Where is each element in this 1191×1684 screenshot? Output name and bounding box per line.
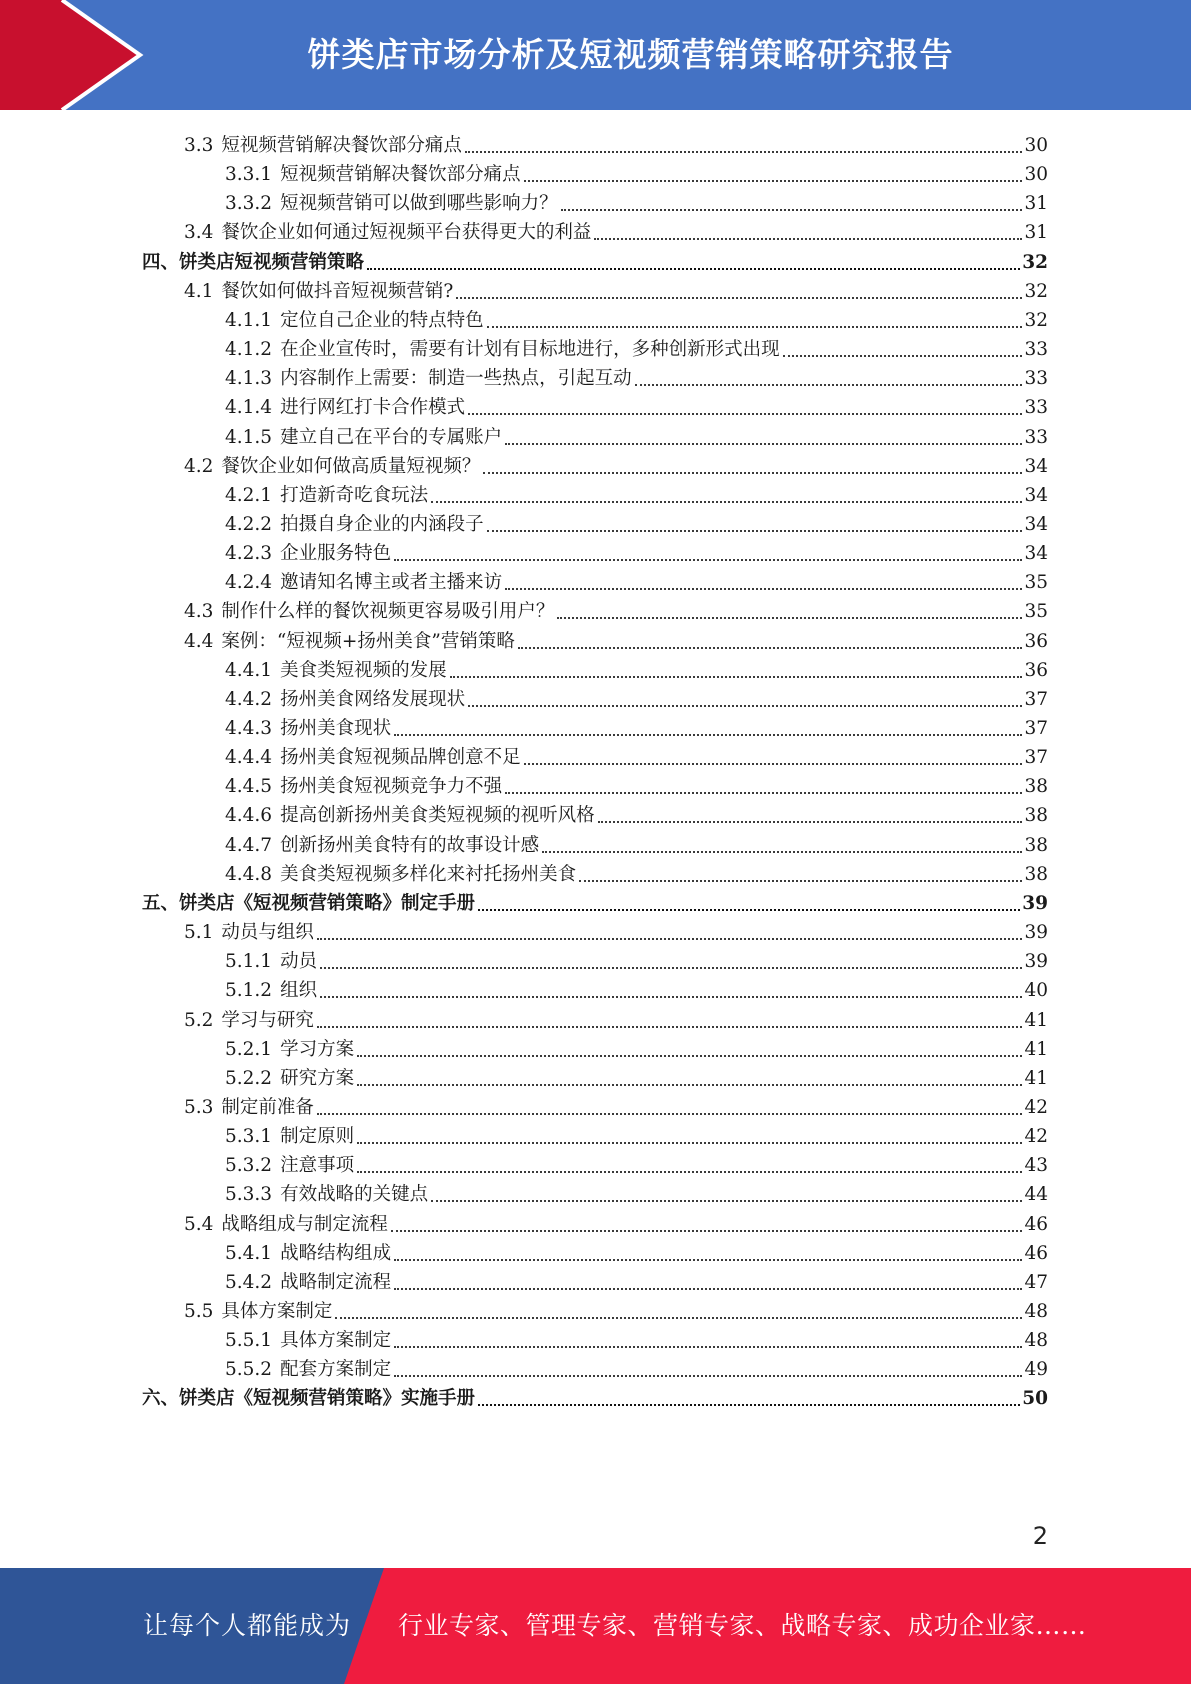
- toc-entry-text: 战略结构组成: [280, 1242, 392, 1264]
- toc-entry[interactable]: [184, 624, 1048, 654]
- toc-entry-text: 五、饼类店《短视频营销策略》制定手册: [142, 892, 476, 914]
- toc-entry-number: 3.3: [184, 135, 214, 156]
- toc-entry[interactable]: [184, 1294, 1048, 1324]
- toc-entry-number: 4.2.4: [225, 572, 273, 594]
- toc-entry-number: 5.1.1: [225, 951, 273, 973]
- toc-entry-page: 32: [1024, 280, 1048, 302]
- toc-entry-number: 4.1.1: [225, 309, 273, 331]
- toc-entry-page: 50: [1022, 1388, 1048, 1410]
- toc-dot-leader: [561, 209, 1023, 211]
- toc-entry[interactable]: [142, 245, 1048, 275]
- toc-entry-text: 配套方案制定: [280, 1359, 392, 1381]
- toc-entry-page: 41: [1024, 1009, 1048, 1031]
- report-title: 饼类店市场分析及短视频营销策略研究报告: [307, 35, 954, 74]
- toc-dot-leader: [468, 413, 1022, 415]
- toc-entry-page: 39: [1022, 892, 1048, 914]
- toc-entry-number: 5.2.2: [225, 1067, 273, 1089]
- toc-entry-page: 33: [1024, 368, 1048, 390]
- toc-entry-number: 4.4.1: [225, 659, 273, 681]
- toc-entry-label: [184, 221, 591, 245]
- toc-entry-page: 38: [1024, 805, 1048, 827]
- toc-entry-text: 动员: [280, 951, 318, 973]
- toc-dot-leader: [487, 530, 1023, 532]
- toc-entry-text: 餐饮企业如何做高质量短视频？: [221, 455, 481, 477]
- toc-entry[interactable]: [184, 449, 1048, 479]
- toc-entry-text: 扬州美食短视频竞争力不强: [280, 776, 503, 798]
- toc-entry-number: 5.1.2: [225, 980, 273, 1002]
- toc-entry-number: 4.1.3: [225, 368, 273, 390]
- toc-entry-label: [225, 1067, 354, 1091]
- toc-entry-text: 具体方案制定: [221, 1301, 333, 1322]
- toc-entry-text: 案例：“短视频+扬州美食”营销策略: [221, 630, 515, 652]
- toc-entry-page: 34: [1024, 484, 1048, 506]
- toc-entry-label: [184, 600, 554, 624]
- toc-entry-label: [225, 1183, 428, 1207]
- toc-entry-text: 战略制定流程: [280, 1271, 392, 1293]
- toc-entry-number: 5.3.3: [225, 1184, 273, 1206]
- toc-dot-leader: [518, 647, 1023, 649]
- toc-entry[interactable]: [225, 682, 1048, 712]
- toc-entry-label: [225, 1329, 391, 1353]
- toc-dot-leader: [320, 996, 1022, 998]
- toc-dot-leader: [450, 676, 1023, 678]
- toc-entry[interactable]: [225, 1265, 1048, 1295]
- toc-entry-number: 5.4: [184, 1213, 214, 1235]
- toc-entry[interactable]: [225, 157, 1048, 187]
- toc-entry-label: [142, 251, 364, 275]
- toc-dot-leader: [594, 238, 1022, 240]
- toc-dot-leader: [431, 1200, 1022, 1202]
- toc-dot-leader: [367, 268, 1020, 270]
- toc-dot-leader: [505, 588, 1022, 590]
- toc-entry-text: 短视频营销解决餐饮部分痛点: [221, 135, 462, 156]
- toc-dot-leader: [557, 617, 1022, 619]
- toc-dot-leader: [357, 1084, 1022, 1086]
- toc-entry-number: 5.3.2: [225, 1155, 273, 1177]
- toc-entry-text: 制作什么样的餐饮视频更容易吸引用户？: [221, 601, 555, 623]
- toc-entry-page: 30: [1024, 164, 1048, 186]
- toc-dot-leader: [317, 1026, 1023, 1028]
- toc-entry-label: [184, 455, 480, 479]
- toc-entry-text: 企业服务特色: [280, 543, 392, 565]
- toc-dot-leader: [524, 763, 1023, 765]
- toc-entry-label: [225, 717, 391, 741]
- toc-entry-page: 36: [1024, 659, 1048, 681]
- toc-entry-page: 33: [1024, 426, 1048, 448]
- toc-dot-leader: [394, 1288, 1022, 1290]
- toc-dot-leader: [394, 559, 1022, 561]
- toc-entry-page: 34: [1024, 513, 1048, 535]
- toc-entry-number: 4.4.2: [225, 688, 273, 710]
- toc-entry-page: 35: [1024, 601, 1048, 623]
- toc-dot-leader: [317, 938, 1023, 940]
- toc-entry-text: 注意事项: [280, 1155, 355, 1177]
- toc-entry-number: 4.3: [184, 601, 214, 623]
- toc-entry-text: 在企业宣传时，需要有计划有目标地进行，多种创新形式出现: [280, 339, 780, 361]
- toc-dot-leader: [478, 909, 1020, 911]
- toc-entry-number: 3.4: [184, 222, 214, 244]
- toc-entry-number: 3.3.2: [225, 193, 273, 215]
- toc-entry-text: 四、饼类店短视频营销策略: [142, 251, 365, 273]
- toc-entry-page: 42: [1024, 1096, 1048, 1118]
- toc-entry-label: [184, 1096, 314, 1120]
- toc-entry-page: 38: [1024, 834, 1048, 856]
- toc-entry-text: 有效战略的关键点: [280, 1184, 429, 1206]
- toc-dot-leader: [357, 1055, 1022, 1057]
- toc-entry-page: 39: [1024, 951, 1048, 973]
- toc-entry-page: 33: [1024, 339, 1048, 361]
- toc-entry-label: [225, 804, 595, 828]
- toc-dot-leader: [391, 1230, 1023, 1232]
- toc-entry[interactable]: [225, 332, 1048, 362]
- toc-entry[interactable]: [225, 1323, 1048, 1353]
- toc-entry-number: 4.1.2: [225, 339, 273, 361]
- toc-dot-leader: [394, 734, 1022, 736]
- toc-entry[interactable]: [225, 478, 1048, 508]
- toc-entry[interactable]: [225, 1032, 1048, 1062]
- toc-entry[interactable]: [225, 769, 1048, 799]
- toc-entry-text: 学习与研究: [221, 1009, 314, 1031]
- toc-entry-label: [184, 134, 462, 158]
- toc-entry-text: 制定原则: [280, 1126, 355, 1148]
- toc-entry-number: 5.1: [184, 922, 214, 944]
- toc-entry[interactable]: [142, 1381, 1048, 1411]
- toc-entry[interactable]: [184, 215, 1048, 245]
- toc-dot-leader: [394, 1346, 1022, 1348]
- toc-dot-leader: [579, 880, 1022, 882]
- toc-entry-page: 36: [1024, 630, 1048, 652]
- toc-entry[interactable]: [225, 507, 1048, 537]
- toc-entry[interactable]: [225, 186, 1048, 216]
- toc-entry[interactable]: [184, 1003, 1048, 1033]
- toc-entry-text: 创新扬州美食特有的故事设计感: [280, 834, 540, 856]
- toc-entry-label: [225, 426, 502, 450]
- toc-dot-leader: [468, 705, 1022, 707]
- toc-entry-label: [225, 659, 447, 683]
- toc-dot-leader: [357, 1142, 1022, 1144]
- toc-entry-label: [225, 746, 521, 770]
- toc-entry-page: 39: [1024, 922, 1048, 944]
- toc-entry-page: 42: [1024, 1126, 1048, 1148]
- red-chevron-decoration: [0, 0, 160, 110]
- toc-dot-leader: [394, 1259, 1022, 1261]
- toc-entry-label: [225, 775, 502, 799]
- toc-entry-page: 41: [1024, 1038, 1048, 1060]
- toc-entry-page: 32: [1024, 309, 1048, 331]
- toc-entry[interactable]: [225, 1177, 1048, 1207]
- toc-entry-label: [225, 163, 521, 187]
- toc-entry-number: 4.4.8: [225, 863, 273, 885]
- footer-slogan-right: 行业专家、管理专家、营销专家、战略专家、成功企业家……: [398, 1611, 1087, 1640]
- toc-entry-label: [225, 863, 576, 887]
- toc-entry-number: 4.1: [184, 280, 214, 302]
- toc-dot-leader: [478, 1404, 1020, 1406]
- toc-entry-text: 扬州美食短视频品牌创意不足: [280, 747, 521, 769]
- toc-entry-page: 35: [1024, 572, 1048, 594]
- toc-entry[interactable]: [184, 128, 1048, 158]
- toc-entry-number: 5.2.1: [225, 1038, 273, 1060]
- toc-entry[interactable]: [184, 274, 1048, 304]
- toc-entry-label: [184, 630, 515, 654]
- toc-entry[interactable]: [225, 536, 1048, 566]
- toc-entry[interactable]: [184, 915, 1048, 945]
- toc-dot-leader: [598, 821, 1023, 823]
- toc-entry-number: 5.3: [184, 1096, 214, 1118]
- toc-entry-text: 美食类短视频的发展: [280, 659, 447, 681]
- toc-entry-label: [225, 1358, 391, 1382]
- toc-entry-text: 邀请知名博主或者主播来访: [280, 572, 503, 594]
- toc-entry-label: [225, 309, 484, 333]
- toc-entry-text: 学习方案: [280, 1038, 355, 1060]
- toc-entry-text: 进行网红打卡合作模式: [280, 397, 466, 419]
- toc-entry[interactable]: [225, 1236, 1048, 1266]
- toc-entry[interactable]: [225, 420, 1048, 450]
- toc-entry-number: 4.4.3: [225, 718, 273, 739]
- toc-entry-text: 动员与组织: [221, 922, 314, 944]
- toc-entry-text: 制定前准备: [221, 1096, 314, 1118]
- footer-slogan-left: 让每个人都能成为: [143, 1611, 352, 1640]
- toc-entry-text: 具体方案制定: [280, 1330, 392, 1352]
- toc-entry-number: 4.4.4: [225, 747, 273, 769]
- toc-entry[interactable]: [225, 565, 1048, 595]
- toc-entry-number: 4.4.6: [225, 805, 273, 827]
- toc-entry[interactable]: [225, 740, 1048, 770]
- toc-entry-label: [142, 1387, 475, 1411]
- toc-entry[interactable]: [225, 390, 1048, 420]
- toc-entry-label: [225, 484, 428, 508]
- toc-dot-leader: [483, 472, 1022, 474]
- toc-entry[interactable]: [225, 973, 1048, 1003]
- toc-entry-page: 37: [1024, 688, 1048, 710]
- toc-entry-page: 40: [1024, 980, 1048, 1002]
- toc-entry-number: 4.4.5: [225, 776, 273, 798]
- toc-entry-page: 32: [1022, 251, 1048, 273]
- toc-entry-label: [225, 367, 632, 391]
- toc-entry-page: 30: [1024, 135, 1048, 156]
- toc-entry-label: [184, 1300, 332, 1324]
- toc-entry-page: 41: [1024, 1067, 1048, 1089]
- toc-dot-leader: [357, 1171, 1022, 1173]
- toc-entry-label: [184, 921, 314, 945]
- toc-dot-leader: [335, 1317, 1022, 1319]
- toc-dot-leader: [524, 180, 1023, 182]
- toc-entry-page: 31: [1024, 222, 1048, 244]
- toc-entry-page: 33: [1024, 397, 1048, 419]
- toc-entry[interactable]: [184, 1207, 1048, 1237]
- toc-entry-label: [225, 338, 780, 362]
- toc-entry-number: 5.4.2: [225, 1271, 273, 1293]
- toc-entry-label: [225, 1271, 391, 1295]
- toc-entry-text: 短视频营销可以做到哪些影响力？: [280, 193, 558, 215]
- toc-entry-page: 38: [1024, 776, 1048, 798]
- toc-dot-leader: [320, 967, 1022, 969]
- toc-entry-text: 扬州美食现状: [280, 718, 392, 739]
- toc-dot-leader: [505, 443, 1022, 445]
- toc-entry[interactable]: [225, 1061, 1048, 1091]
- toc-entry-number: 3.3.1: [225, 164, 273, 186]
- toc-entry[interactable]: [184, 594, 1048, 624]
- toc-dot-leader: [465, 151, 1023, 153]
- toc-entry-label: [225, 396, 465, 420]
- toc-entry-number: 4.2.1: [225, 484, 273, 506]
- toc-entry[interactable]: [225, 1352, 1048, 1382]
- toc-entry-text: 战略组成与制定流程: [221, 1213, 388, 1235]
- toc-entry-text: 短视频营销解决餐饮部分痛点: [280, 164, 521, 186]
- toc-entry[interactable]: [225, 857, 1048, 887]
- toc-dot-leader: [505, 792, 1022, 794]
- toc-entry-text: 拍摄自身企业的内涵段子: [280, 513, 484, 535]
- toc-entry-number: 4.4: [184, 630, 214, 652]
- toc-entry-text: 内容制作上需要：制造一些热点，引起互动: [280, 368, 632, 390]
- toc-entry-label: [225, 571, 502, 595]
- toc-entry-label: [225, 979, 317, 1003]
- toc-dot-leader: [635, 384, 1023, 386]
- toc-entry-label: [225, 513, 484, 537]
- toc-entry-number: 5.4.1: [225, 1242, 273, 1264]
- toc-entry[interactable]: [225, 798, 1048, 828]
- toc-entry-number: 5.3.1: [225, 1126, 273, 1148]
- toc-entry-page: 49: [1024, 1359, 1048, 1381]
- toc-entry-text: 扬州美食网络发展现状: [280, 688, 466, 710]
- toc-dot-leader: [542, 851, 1022, 853]
- toc-entry-page: 31: [1024, 193, 1048, 215]
- toc-entry-label: [225, 1125, 354, 1149]
- toc-entry-number: 4.1.5: [225, 426, 273, 448]
- toc-entry-label: [225, 1154, 354, 1178]
- toc-entry-page: 48: [1024, 1301, 1048, 1322]
- toc-entry-number: 5.2: [184, 1009, 214, 1031]
- page-header: [0, 0, 1191, 110]
- toc-entry-text: 美食类短视频多样化来衬托扬州美食: [280, 863, 577, 885]
- toc-entry-label: [225, 1038, 354, 1062]
- toc-dot-leader: [394, 1375, 1022, 1377]
- toc-entry[interactable]: [142, 886, 1048, 916]
- toc-entry[interactable]: [225, 711, 1048, 741]
- toc-dot-leader: [456, 297, 1022, 299]
- toc-entry-label: [225, 542, 391, 566]
- toc-entry[interactable]: [225, 1119, 1048, 1149]
- toc-entry-page: 47: [1024, 1271, 1048, 1293]
- toc-entry-page: 48: [1024, 1330, 1048, 1352]
- toc-entry-label: [225, 1242, 391, 1266]
- toc-entry-page: 34: [1024, 543, 1048, 565]
- toc-dot-leader: [487, 326, 1023, 328]
- page-footer: [0, 1568, 1191, 1684]
- toc-entry-label: [225, 688, 465, 712]
- toc-entry-text: 组织: [280, 980, 318, 1002]
- toc-entry-number: 5.5.2: [225, 1359, 273, 1381]
- toc-dot-leader: [431, 501, 1022, 503]
- toc-entry-label: [184, 1213, 388, 1237]
- toc-entry-page: 38: [1024, 863, 1048, 885]
- toc-entry[interactable]: [225, 361, 1048, 391]
- toc-entry[interactable]: [225, 653, 1048, 683]
- toc-entry-text: 餐饮如何做抖音短视频营销?: [221, 280, 454, 302]
- toc-dot-leader: [317, 1113, 1023, 1115]
- toc-entry-page: 43: [1024, 1155, 1048, 1177]
- toc-entry-label: [225, 950, 317, 974]
- toc-entry-number: 4.2.3: [225, 543, 273, 565]
- toc-entry-label: [225, 834, 539, 858]
- page-number: 2: [1032, 1522, 1048, 1550]
- toc-entry-number: 4.2.2: [225, 513, 273, 535]
- toc-entry-number: 4.4.7: [225, 834, 273, 856]
- toc-entry-number: 5.5: [184, 1301, 214, 1322]
- toc-entry-label: [142, 892, 475, 916]
- toc-entry-label: [184, 280, 453, 304]
- toc-entry[interactable]: [184, 1090, 1048, 1120]
- toc-entry-page: 37: [1024, 747, 1048, 769]
- toc-entry-page: 44: [1024, 1184, 1048, 1206]
- toc-entry-text: 定位自己企业的特点特色: [280, 309, 484, 331]
- toc-entry-text: 六、饼类店《短视频营销策略》实施手册: [142, 1388, 476, 1410]
- toc-entry-label: [225, 192, 558, 216]
- toc-entry[interactable]: [225, 944, 1048, 974]
- toc-entry-text: 打造新奇吃食玩法: [280, 484, 429, 506]
- toc-entry-number: 4.2: [184, 455, 214, 477]
- toc-entry[interactable]: [225, 303, 1048, 333]
- toc-dot-leader: [783, 355, 1023, 357]
- toc-entry-text: 研究方案: [280, 1067, 355, 1089]
- toc-entry-page: 46: [1024, 1242, 1048, 1264]
- toc-entry-text: 建立自己在平台的专属账户: [280, 426, 503, 448]
- toc-entry-number: 5.5.1: [225, 1330, 273, 1352]
- toc-entry-text: 餐饮企业如何通过短视频平台获得更大的利益: [221, 222, 592, 244]
- toc-entry-page: 37: [1024, 718, 1048, 739]
- toc-entry-number: 4.1.4: [225, 397, 273, 419]
- toc-entry-page: 46: [1024, 1213, 1048, 1235]
- toc-entry-text: 提高创新扬州美食类短视频的视听风格: [280, 805, 595, 827]
- toc-entry[interactable]: [225, 1148, 1048, 1178]
- toc-entry[interactable]: [225, 828, 1048, 858]
- toc-entry-page: 34: [1024, 455, 1048, 477]
- toc-entry-label: [184, 1009, 314, 1033]
